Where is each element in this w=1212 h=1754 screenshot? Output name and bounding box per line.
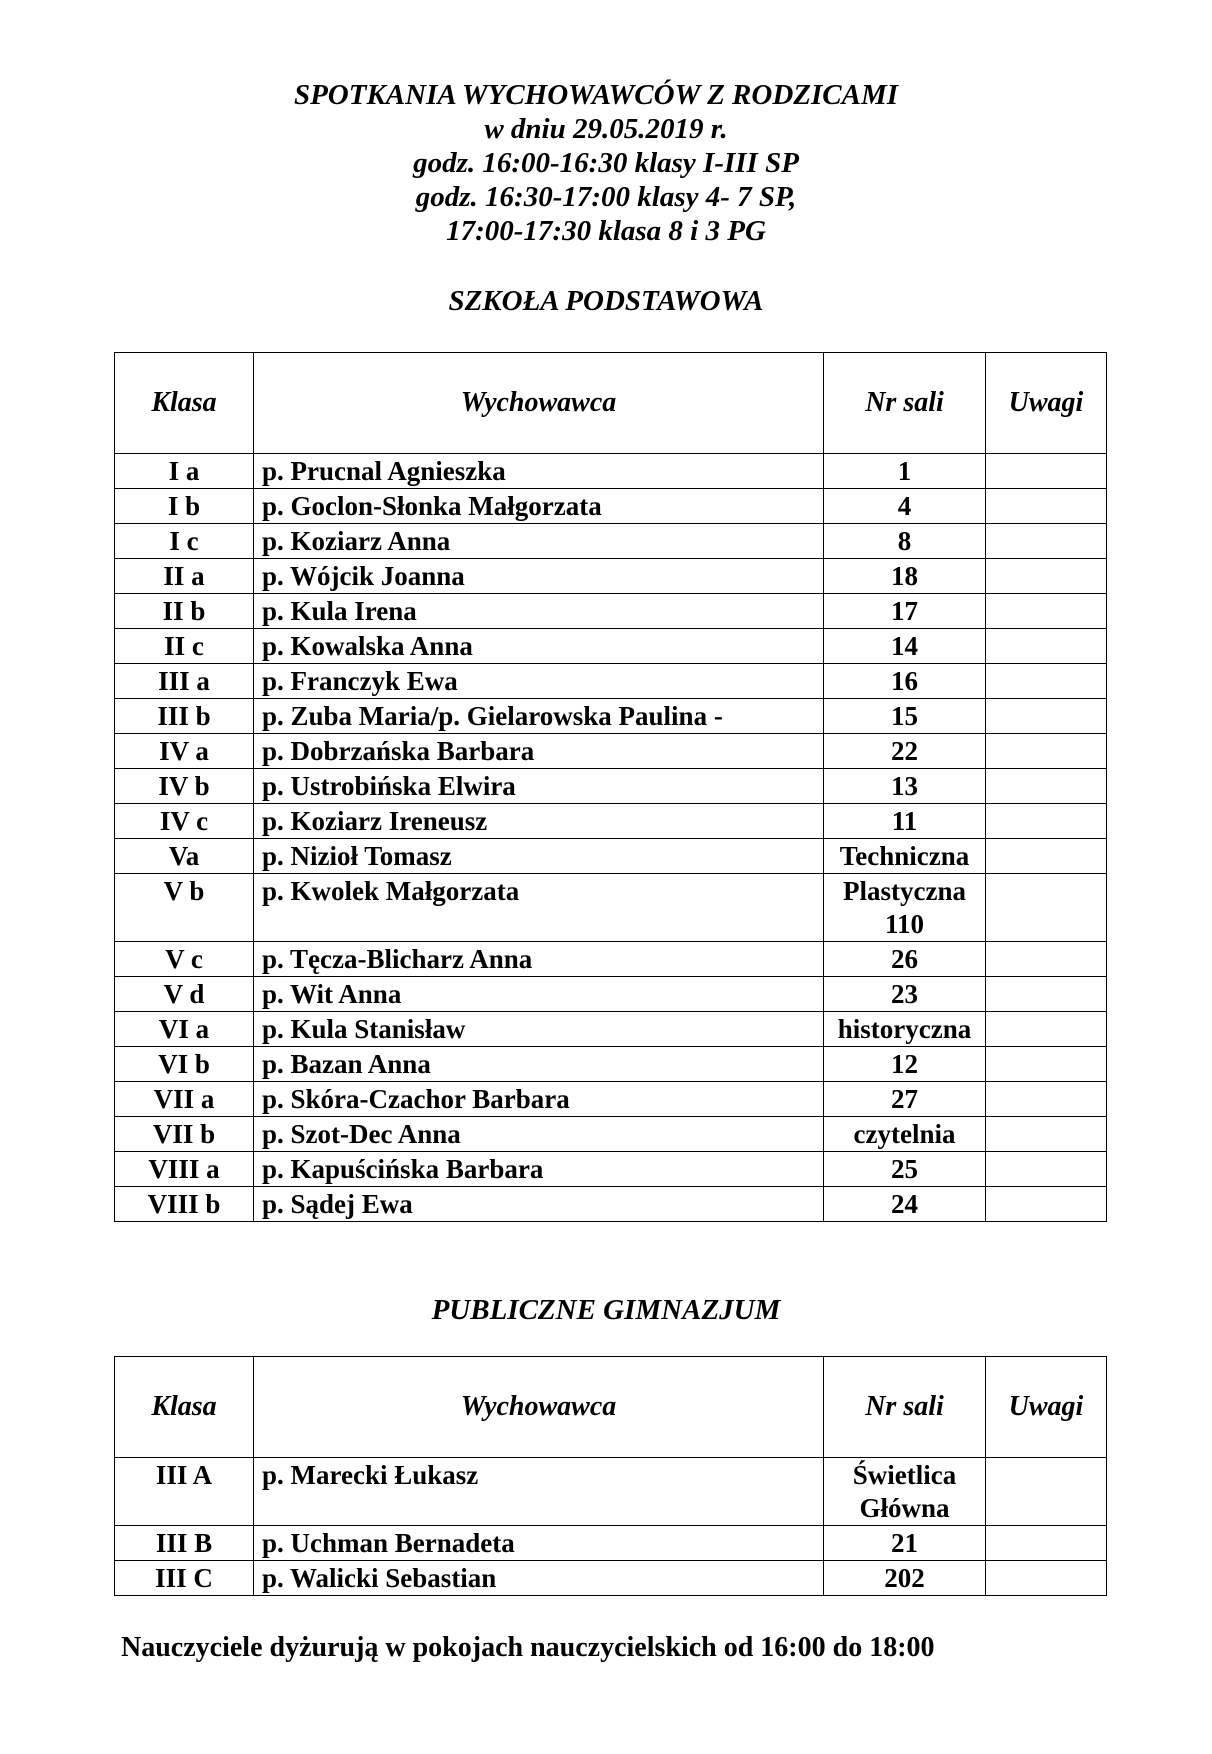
nr-sali-text: 18 [891, 561, 918, 591]
cell-nr-sali [824, 1012, 986, 1047]
cell-uwagi [986, 1047, 1107, 1082]
cell-uwagi [986, 874, 1107, 942]
nr-sali-text: 25 [891, 1154, 918, 1184]
cell-wychowawca: p. Kula Irena [254, 594, 824, 629]
col-header-nr-sali: Nr sali [824, 353, 986, 454]
table-row [115, 1458, 1107, 1526]
nr-sali-text: 23 [891, 979, 918, 1009]
table-row [115, 977, 1107, 1012]
cell-klasa: I c [115, 524, 254, 559]
cell-wychowawca: p. Goclon-Słonka Małgorzata [254, 489, 824, 524]
cell-nr-sali [824, 1526, 986, 1561]
cell-wychowawca: p. Wit Anna [254, 977, 824, 1012]
header-date: w dniu 29.05.2019 r. [484, 113, 728, 145]
cell-nr-sali [824, 1047, 986, 1082]
table-row [115, 1117, 1107, 1152]
table-row [115, 524, 1107, 559]
table-row [115, 559, 1107, 594]
cell-uwagi [986, 839, 1107, 874]
cell-klasa: III A [115, 1458, 254, 1526]
cell-nr-sali [824, 1187, 986, 1222]
nr-sali-text: czytelnia [853, 1119, 956, 1149]
table-row [115, 1082, 1107, 1117]
cell-wychowawca: p. Prucnal Agnieszka [254, 454, 824, 489]
cell-nr-sali [824, 1117, 986, 1152]
cell-klasa: II a [115, 559, 254, 594]
cell-wychowawca: p. Nizioł Tomasz [254, 839, 824, 874]
cell-uwagi [986, 1526, 1107, 1561]
nr-sali-text: 1 [897, 456, 912, 486]
pg-table [114, 1356, 1107, 1596]
col-header-uwagi: Uwagi [986, 1357, 1107, 1458]
cell-klasa: II b [115, 594, 254, 629]
cell-uwagi [986, 734, 1107, 769]
cell-wychowawca: p. Kwolek Małgorzata [254, 874, 824, 942]
cell-wychowawca: p. Dobrzańska Barbara [254, 734, 824, 769]
cell-klasa: VII b [115, 1117, 254, 1152]
cell-uwagi [986, 1117, 1107, 1152]
cell-klasa: VI a [115, 1012, 254, 1047]
cell-uwagi [986, 1152, 1107, 1187]
cell-wychowawca: p. Tęcza-Blicharz Anna [254, 942, 824, 977]
cell-nr-sali [824, 1561, 986, 1596]
document-header [0, 78, 1212, 248]
nr-sali-text: 8 [897, 526, 912, 556]
cell-klasa: III B [115, 1526, 254, 1561]
col-header-wychowawca: Wychowawca [254, 353, 824, 454]
nr-sali-text: 4 [897, 491, 912, 521]
cell-uwagi [986, 699, 1107, 734]
cell-nr-sali [824, 734, 986, 769]
cell-uwagi [986, 524, 1107, 559]
table-row [115, 874, 1107, 942]
header-title: SPOTKANIA WYCHOWAWCÓW Z RODZICAMI [293, 79, 899, 111]
nr-sali-text: 16 [891, 666, 918, 696]
cell-wychowawca: p. Sądej Ewa [254, 1187, 824, 1222]
table-row [115, 1526, 1107, 1561]
cell-klasa: VIII a [115, 1152, 254, 1187]
cell-uwagi [986, 594, 1107, 629]
table-row [115, 734, 1107, 769]
sp-table [114, 352, 1107, 1222]
nr-sali-text: 21 [891, 1528, 918, 1558]
cell-klasa: V d [115, 977, 254, 1012]
nr-sali-text: 24 [891, 1189, 918, 1219]
nr-sali-text-line2: Główna [859, 1493, 950, 1523]
col-header-uwagi: Uwagi [986, 353, 1107, 454]
table-row [115, 942, 1107, 977]
nr-sali-text: historyczna [837, 1014, 972, 1044]
table-row [115, 1561, 1107, 1596]
cell-wychowawca: p. Szot-Dec Anna [254, 1117, 824, 1152]
cell-nr-sali [824, 524, 986, 559]
cell-nr-sali [824, 594, 986, 629]
table-row [115, 699, 1107, 734]
cell-nr-sali [824, 629, 986, 664]
cell-uwagi [986, 804, 1107, 839]
cell-nr-sali [824, 874, 986, 942]
cell-wychowawca: p. Walicki Sebastian [254, 1561, 824, 1596]
col-header-wychowawca: Wychowawca [254, 1357, 824, 1458]
cell-nr-sali [824, 489, 986, 524]
nr-sali-text-line2: 110 [884, 909, 924, 939]
cell-nr-sali [824, 769, 986, 804]
nr-sali-text: 11 [891, 806, 918, 836]
cell-nr-sali [824, 839, 986, 874]
cell-uwagi [986, 1012, 1107, 1047]
cell-uwagi [986, 1082, 1107, 1117]
footer-note: Nauczyciele dyżurują w pokojach nauczycielskich od 16:00 do 18:00 [121, 1632, 935, 1663]
nr-sali-text: 12 [891, 1049, 918, 1079]
col-header-klasa: Klasa [115, 1357, 254, 1458]
cell-wychowawca: p. Marecki Łukasz [254, 1458, 824, 1526]
nr-sali-text: 13 [891, 771, 918, 801]
header-time-2: godz. 16:30-17:00 klasy 4- 7 SP, [415, 181, 797, 213]
cell-wychowawca: p. Kapuścińska Barbara [254, 1152, 824, 1187]
cell-wychowawca: p. Uchman Bernadeta [254, 1526, 824, 1561]
nr-sali-text: 202 [884, 1563, 925, 1593]
cell-uwagi [986, 454, 1107, 489]
cell-uwagi [986, 1458, 1107, 1526]
cell-wychowawca: p. Koziarz Anna [254, 524, 824, 559]
table-row [115, 839, 1107, 874]
cell-klasa: II c [115, 629, 254, 664]
cell-klasa: VI b [115, 1047, 254, 1082]
cell-klasa: III b [115, 699, 254, 734]
col-header-klasa: Klasa [115, 353, 254, 454]
nr-sali-text: Plastyczna [843, 876, 966, 906]
table-row [115, 1152, 1107, 1187]
cell-nr-sali [824, 454, 986, 489]
cell-wychowawca: p. Zuba Maria/p. Gielarowska Paulina - [254, 699, 824, 734]
cell-klasa: I a [115, 454, 254, 489]
nr-sali-text: 17 [891, 596, 918, 626]
cell-nr-sali [824, 699, 986, 734]
cell-klasa: V b [115, 874, 254, 942]
pg-table-header-row [115, 1357, 1107, 1458]
cell-nr-sali [824, 1458, 986, 1526]
pg-section-title: PUBLICZNE GIMNAZJUM [431, 1294, 781, 1326]
cell-uwagi [986, 1561, 1107, 1596]
cell-nr-sali [824, 1082, 986, 1117]
table-row [115, 804, 1107, 839]
cell-wychowawca: p. Skóra-Czachor Barbara [254, 1082, 824, 1117]
table-row [115, 769, 1107, 804]
cell-uwagi [986, 977, 1107, 1012]
nr-sali-text: 26 [891, 944, 918, 974]
cell-wychowawca: p. Bazan Anna [254, 1047, 824, 1082]
sp-table-body [115, 454, 1107, 1222]
cell-uwagi [986, 629, 1107, 664]
cell-nr-sali [824, 559, 986, 594]
cell-klasa: Va [115, 839, 254, 874]
header-time-3: 17:00-17:30 klasa 8 i 3 PG [446, 215, 766, 247]
nr-sali-text: 15 [891, 701, 918, 731]
header-time-1: godz. 16:00-16:30 klasy I-III SP [413, 147, 799, 179]
cell-wychowawca: p. Kowalska Anna [254, 629, 824, 664]
cell-klasa: V c [115, 942, 254, 977]
table-row [115, 1047, 1107, 1082]
cell-klasa: IV b [115, 769, 254, 804]
table-row [115, 454, 1107, 489]
nr-sali-text: Świetlica [852, 1460, 957, 1490]
cell-wychowawca: p. Kula Stanisław [254, 1012, 824, 1047]
sp-table-header-row [115, 353, 1107, 454]
cell-wychowawca: p. Koziarz Ireneusz [254, 804, 824, 839]
cell-uwagi [986, 489, 1107, 524]
cell-klasa: VIII b [115, 1187, 254, 1222]
nr-sali-text: 22 [891, 736, 918, 766]
table-row [115, 1012, 1107, 1047]
cell-uwagi [986, 664, 1107, 699]
cell-nr-sali [824, 977, 986, 1012]
cell-nr-sali [824, 664, 986, 699]
cell-klasa: III a [115, 664, 254, 699]
cell-uwagi [986, 559, 1107, 594]
nr-sali-text: Techniczna [839, 841, 970, 871]
table-row [115, 594, 1107, 629]
cell-uwagi [986, 942, 1107, 977]
cell-klasa: I b [115, 489, 254, 524]
cell-uwagi [986, 1187, 1107, 1222]
cell-wychowawca: p. Wójcik Joanna [254, 559, 824, 594]
cell-klasa: VII a [115, 1082, 254, 1117]
col-header-nr-sali: Nr sali [824, 1357, 986, 1458]
cell-nr-sali [824, 1152, 986, 1187]
sp-section-title: SZKOŁA PODSTAWOWA [448, 285, 764, 317]
cell-klasa: III C [115, 1561, 254, 1596]
cell-klasa: IV a [115, 734, 254, 769]
table-row [115, 629, 1107, 664]
table-row [115, 1187, 1107, 1222]
cell-nr-sali [824, 942, 986, 977]
nr-sali-text: 14 [891, 631, 918, 661]
cell-nr-sali [824, 804, 986, 839]
table-row [115, 664, 1107, 699]
cell-wychowawca: p. Franczyk Ewa [254, 664, 824, 699]
cell-wychowawca: p. Ustrobińska Elwira [254, 769, 824, 804]
cell-uwagi [986, 769, 1107, 804]
nr-sali-text: 27 [891, 1084, 918, 1114]
cell-klasa: IV c [115, 804, 254, 839]
table-row [115, 489, 1107, 524]
pg-table-body [115, 1458, 1107, 1596]
